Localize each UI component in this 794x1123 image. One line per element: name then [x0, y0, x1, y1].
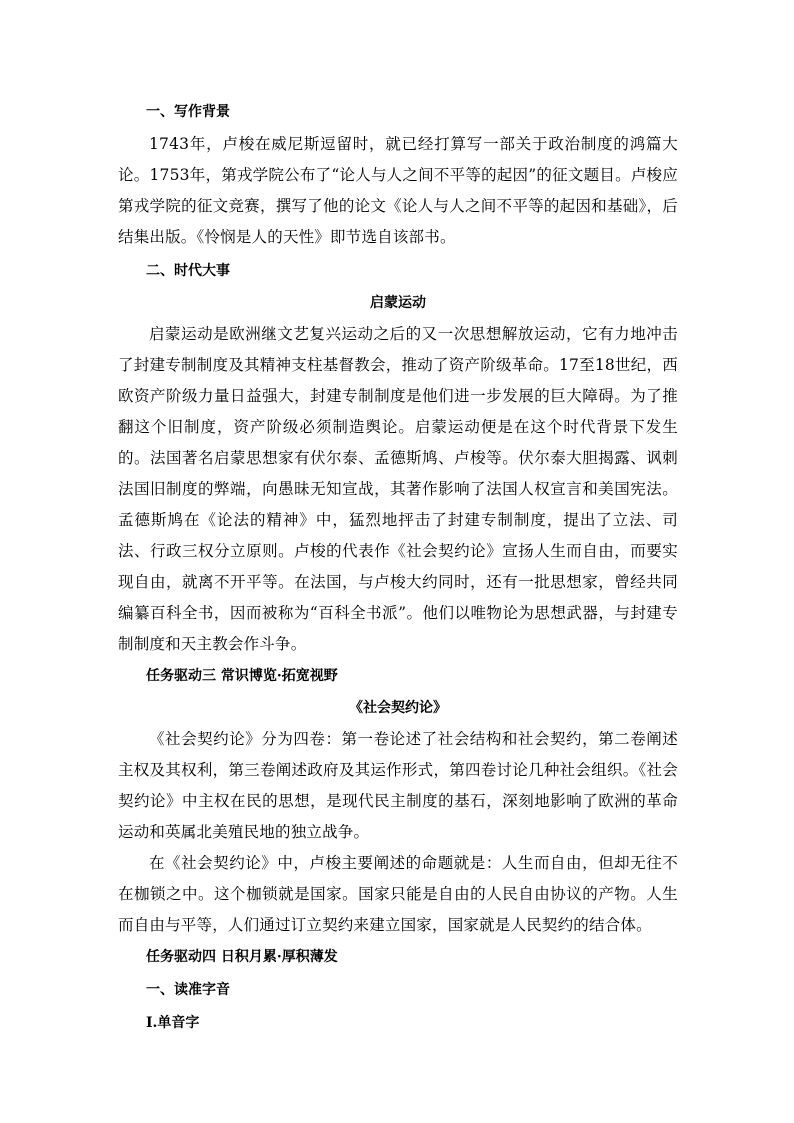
document-page: [118, 96, 678, 1040]
task3-heading: 任务驱动三 常识博览·拓宽视野: [146, 668, 338, 684]
task4-heading: 任务驱动四 日积月累·厚积薄发: [146, 949, 338, 965]
section-heading-background: 一、写作背景: [146, 104, 230, 120]
section-heading-events: 二、时代大事: [146, 263, 230, 279]
enlightenment-paragraph: 启蒙运动是欧洲继文艺复兴运动之后的又一次思想解放运动，它有力地冲击了封建专制制度及其精神支柱基督教会，推动了资产阶级革命。17至18世纪，西欧资产阶级力量日益强大，封建专制制度是他们进一步发展的巨大障碍。为了推翻这个旧制度，资产阶级必须制造舆论。启蒙运动便是在这个时代背景下发生的。法国著名启蒙思想家有伏尔泰、孟德斯鸠、卢梭等。伏尔泰大胆揭露、讽刺法国旧制度的弊端，向愚昧无知宣战，其著作影响了法国人权宣言和美国宪法。孟德斯鸠在《论法的精神》中，猛烈地抨击了封建专制制度，提出了立法、司法、行政三权分立原则。卢梭的代表作《社会契约论》宣扬人生而自由，而要实现自由，就离不开平等。在法国，与卢梭大约同时，还有一批思想家，曾经共同编纂百科全书，因而被称为“百科全书派”。他们以唯物论为思想武器，与封建专制制度和天主教会作斗争。: [118, 325, 678, 653]
single-char-heading: Ⅰ.单音字: [146, 1015, 200, 1031]
enlightenment-title: 启蒙运动: [370, 295, 426, 311]
contract-paragraph-2: 在《社会契约论》中，卢梭主要阐述的命题就是：人生而自由，但却无往不在枷锁之中。这个枷锁就是国家。国家只能是自由的人民自由协议的产物。人生而自由与平等，人们通过订立契约来建立国家，国家就是人民契约的结合体。: [118, 854, 678, 934]
pronounce-heading: 一、读准字音: [146, 982, 230, 998]
contract-paragraph-1: 《社会契约论》分为四卷：第一卷论述了社会结构和社会契约，第二卷阐述主权及其权利，第三卷阐述政府及其运作形式，第四卷讨论几种社会组织。《社会契约论》中主权在民的思想，是现代民主制度的基石，深刻地影响了欧洲的革命运动和英属北美殖民地的独立战争。: [118, 730, 678, 841]
contract-title: 《社会契约论》: [349, 700, 447, 716]
background-paragraph: 1743年，卢梭在威尼斯逗留时，就已经打算写一部关于政治制度的鸿篇大论。1753年，第戎学院公布了“论人与人之间不平等的起因”的征文题目。卢梭应第戎学院的征文竞赛，撰写了他的论文《论人与人之间不平等的起因和基础》，后结集出版。《怜悯是人的天性》即节选自该部书。: [118, 135, 678, 246]
